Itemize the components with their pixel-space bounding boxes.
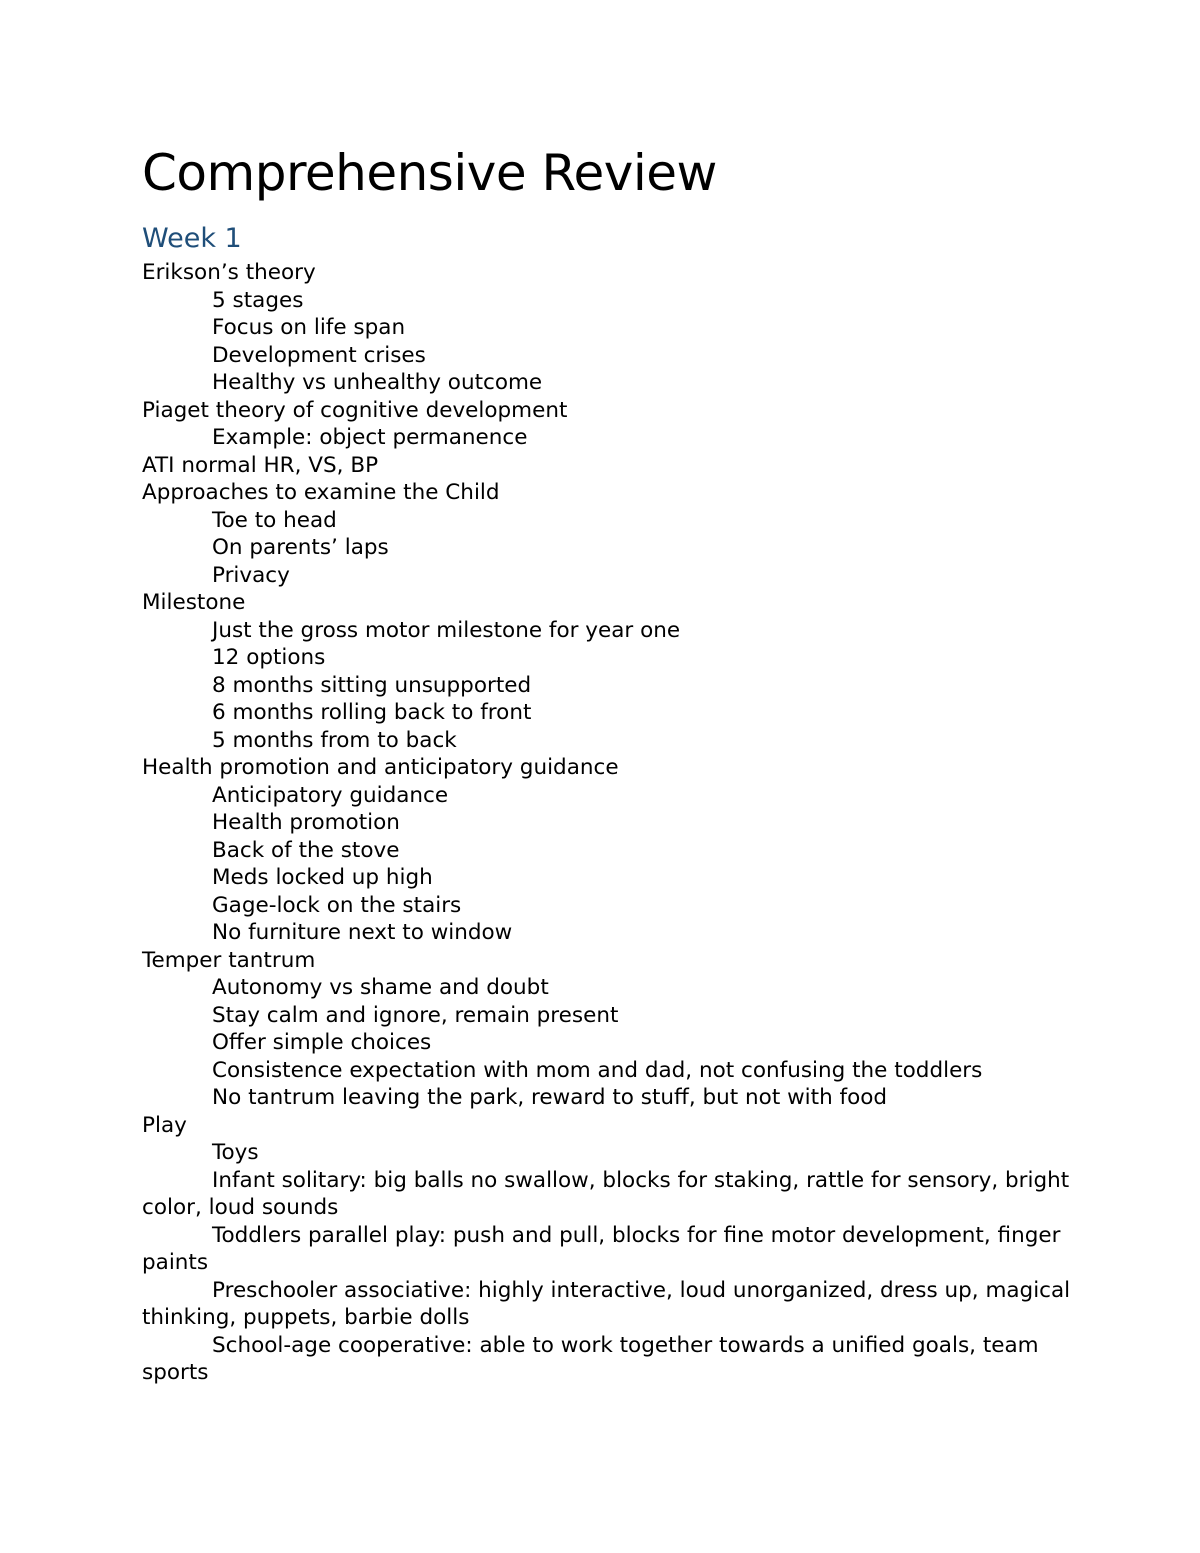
outline-subitem: Healthy vs unhealthy outcome	[212, 370, 543, 395]
outline-subitem: Just the gross motor milestone for year one	[212, 617, 681, 643]
outline-subitem: Stay calm and ignore, remain present	[212, 1002, 619, 1028]
outline-topic: Temper tantrum	[142, 947, 316, 973]
outline-topic: Piaget theory of cognitive development	[142, 397, 568, 423]
outline-subitem: No furniture next to window	[212, 920, 513, 945]
outline-subitem: Focus on life span	[212, 315, 406, 340]
outline-topic: Play	[142, 1112, 187, 1138]
outline-subitem: 5 stages	[212, 287, 304, 313]
outline-subitem: On parents’ laps	[212, 535, 389, 560]
outline-subitem: Development crises	[212, 342, 426, 368]
outline-subitem: 6 months rolling back to front	[212, 700, 532, 725]
outline-subitem: Infant solitary: big balls no swallow, blocks for staking, rattle for sensory, bright color, loud sounds	[142, 1167, 1077, 1220]
outline-subitem: School-age cooperative: able to work together towards a unified goals, team sports	[142, 1332, 1046, 1385]
outline-topic: ATI normal HR, VS, BP	[142, 452, 379, 478]
document-page	[142, 140, 1077, 1387]
outline-subitem: Health promotion	[212, 810, 400, 835]
outline-subitem: Consistence expectation with mom and dad, not confusing the toddlers	[212, 1057, 983, 1083]
outline-subitem: Toe to head	[212, 507, 337, 533]
outline-topic: Approaches to examine the Child	[142, 480, 500, 505]
outline-topic: Erikson’s theory	[142, 260, 316, 285]
outline-list	[142, 259, 1077, 1387]
outline-subitem: Meds locked up high	[212, 865, 433, 890]
outline-subitem: 8 months sitting unsupported	[212, 672, 532, 698]
outline-subitem: Toddlers parallel play: push and pull, blocks for fine motor development, finger paints	[142, 1222, 1068, 1275]
document-title: Comprehensive Review	[142, 144, 717, 202]
outline-subitem: 5 months from to back	[212, 727, 457, 753]
outline-subitem: 12 options	[212, 645, 326, 670]
outline-topic: Health promotion and anticipatory guidance	[142, 755, 619, 780]
outline-subitem: Preschooler associative: highly interactive, loud unorganized, dress up, magical thinking, puppets, barbie dolls	[142, 1277, 1077, 1330]
outline-subitem: Gage-lock on the stairs	[212, 892, 462, 918]
outline-subitem: Offer simple choices	[212, 1030, 432, 1055]
outline-subitem: Back of the stove	[212, 837, 400, 863]
outline-topic: Milestone	[142, 590, 246, 615]
outline-subitem: Anticipatory guidance	[212, 782, 449, 808]
outline-subitem: Toys	[212, 1140, 259, 1165]
outline-subitem: Privacy	[212, 562, 290, 588]
outline-subitem: No tantrum leaving the park, reward to stuff, but not with food	[212, 1085, 888, 1110]
outline-subitem: Example: object permanence	[212, 425, 528, 450]
outline-subitem: Autonomy vs shame and doubt	[212, 975, 549, 1000]
section-heading: Week 1	[142, 223, 242, 254]
